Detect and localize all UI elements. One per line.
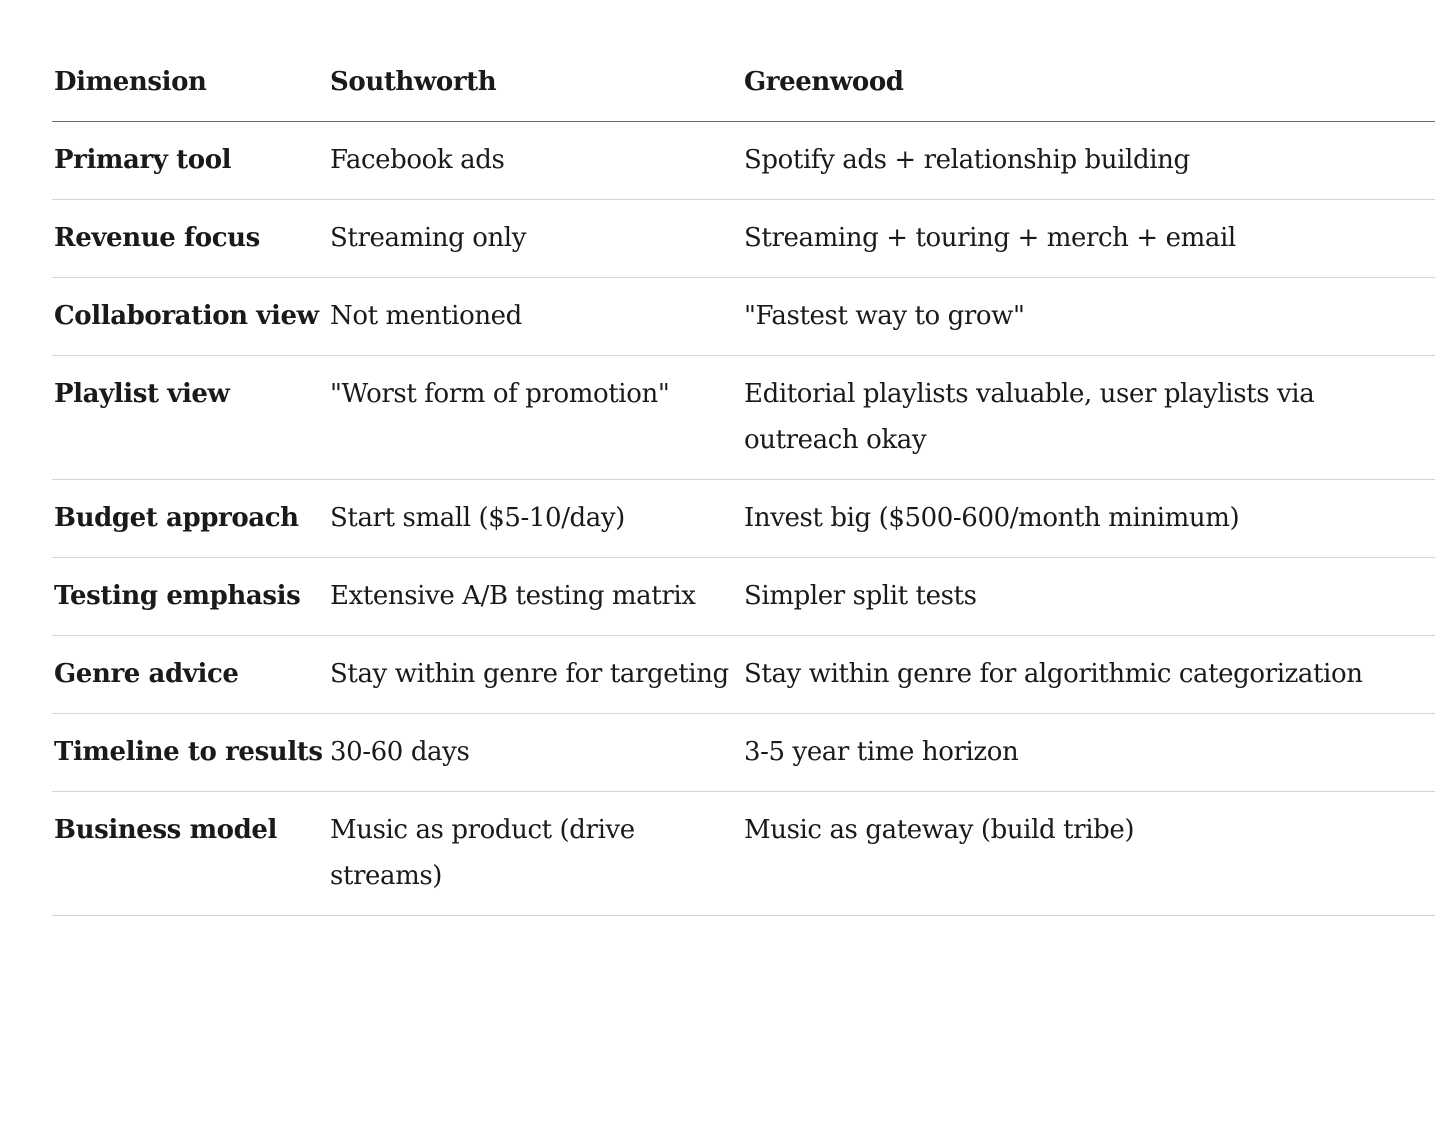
comparison-table xyxy=(52,44,1435,916)
row-southworth-cell: 30-60 days xyxy=(328,714,742,792)
row-dimension-cell: Business model xyxy=(52,792,328,916)
row-greenwood-cell: Editorial playlists valuable, user playlists via outreach okay xyxy=(742,356,1435,480)
column-header-greenwood: Greenwood xyxy=(742,44,1435,122)
table-row xyxy=(52,636,1435,714)
table-row xyxy=(52,356,1435,480)
table-header-row xyxy=(52,44,1435,122)
row-southworth-cell: Not mentioned xyxy=(328,278,742,356)
row-greenwood-cell: Stay within genre for algorithmic categorization xyxy=(742,636,1435,714)
table-row xyxy=(52,558,1435,636)
row-greenwood-cell: "Fastest way to grow" xyxy=(742,278,1435,356)
row-dimension-cell: Playlist view xyxy=(52,356,328,480)
row-greenwood-cell: Streaming + touring + merch + email xyxy=(742,200,1435,278)
row-greenwood-cell: Simpler split tests xyxy=(742,558,1435,636)
row-southworth-cell: Facebook ads xyxy=(328,122,742,200)
table-row xyxy=(52,792,1435,916)
row-dimension-cell: Collaboration view xyxy=(52,278,328,356)
table-row xyxy=(52,480,1435,558)
row-greenwood-cell: Spotify ads + relationship building xyxy=(742,122,1435,200)
comparison-table-container xyxy=(52,44,1435,916)
row-southworth-cell: Start small ($5-10/day) xyxy=(328,480,742,558)
row-dimension-cell: Testing emphasis xyxy=(52,558,328,636)
row-greenwood-cell: Invest big ($500-600/month minimum) xyxy=(742,480,1435,558)
column-header-dimension: Dimension xyxy=(52,44,328,122)
row-greenwood-cell: Music as gateway (build tribe) xyxy=(742,792,1435,916)
row-greenwood-cell: 3-5 year time horizon xyxy=(742,714,1435,792)
table-row xyxy=(52,714,1435,792)
row-dimension-cell: Primary tool xyxy=(52,122,328,200)
row-southworth-cell: Music as product (drive streams) xyxy=(328,792,742,916)
column-header-southworth: Southworth xyxy=(328,44,742,122)
table-row xyxy=(52,278,1435,356)
table-row xyxy=(52,122,1435,200)
row-dimension-cell: Revenue focus xyxy=(52,200,328,278)
row-dimension-cell: Timeline to results xyxy=(52,714,328,792)
row-southworth-cell: Streaming only xyxy=(328,200,742,278)
row-southworth-cell: "Worst form of promotion" xyxy=(328,356,742,480)
row-dimension-cell: Budget approach xyxy=(52,480,328,558)
row-dimension-cell: Genre advice xyxy=(52,636,328,714)
table-row xyxy=(52,200,1435,278)
row-southworth-cell: Stay within genre for targeting xyxy=(328,636,742,714)
row-southworth-cell: Extensive A/B testing matrix xyxy=(328,558,742,636)
